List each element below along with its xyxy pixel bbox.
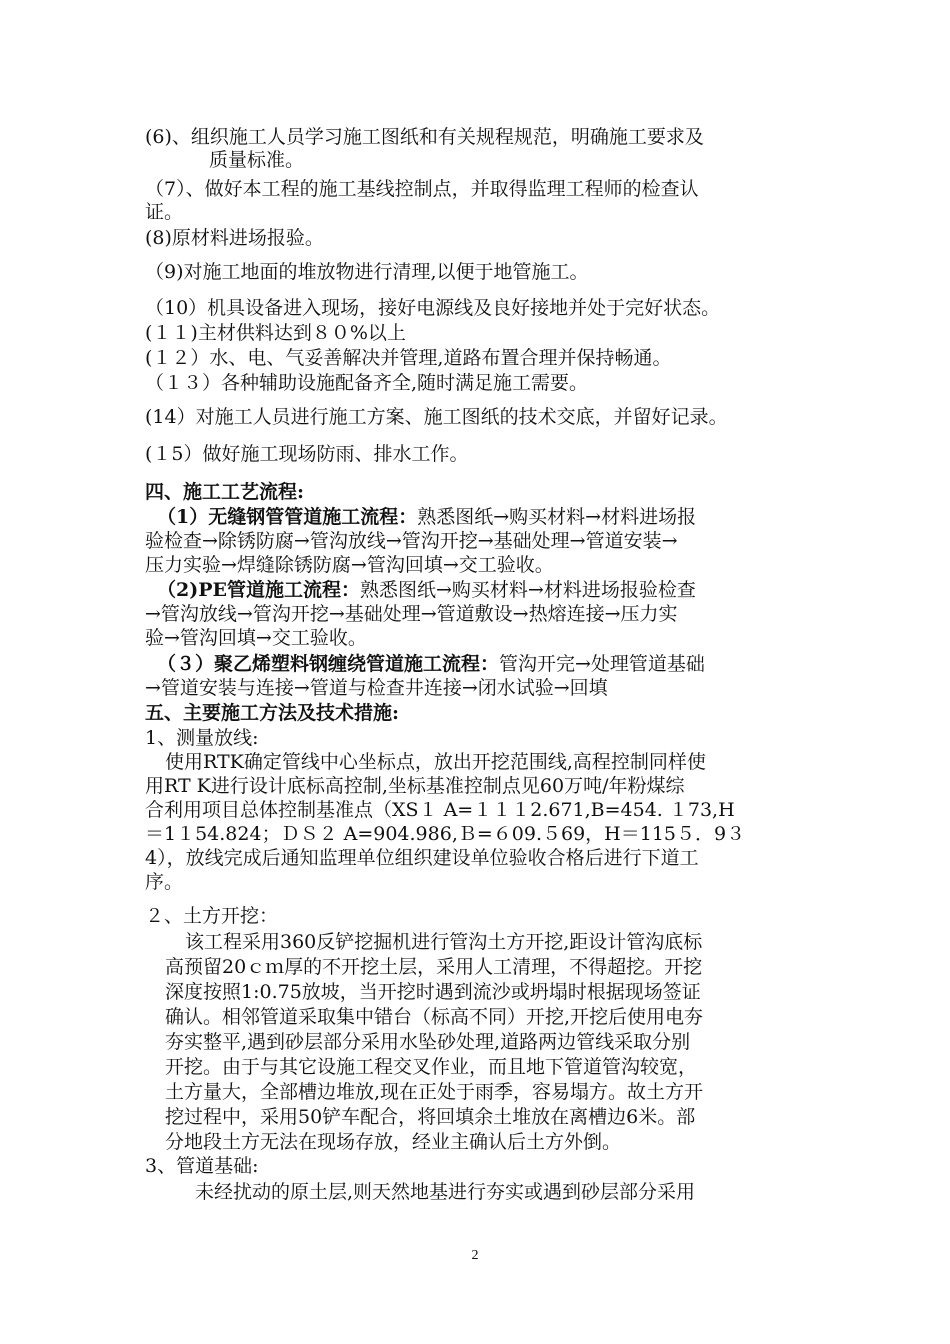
earthwork-line-8: 挖过程中，采用50铲车配合，将回填余土堆放在离槽边6米。部 [165, 1106, 696, 1128]
item-7-line-2: 证。 [145, 201, 184, 223]
flow-2-text-1: 熟悉图纸→购买材料→材料进场报验检查 [359, 579, 696, 601]
flow-2-line-1 [157, 578, 696, 602]
earthwork-line-2: 高预留20ｃｍ厚的不开挖土层，采用人工清理，不得超挖。开挖 [165, 956, 703, 978]
item-6-line-2: 质量标准。 [209, 149, 305, 171]
foundation-line-1: 未经扰动的原土层,则天然地基进行夯实或遇到砂层部分采用 [195, 1181, 696, 1203]
earthwork-line-1: 该工程采用360反铲挖掘机进行管沟土方开挖,距设计管沟底标 [185, 931, 703, 953]
item-10: （10）机具设备进入现场，接好电源线及良好接地并处于完好状态。 [145, 297, 721, 319]
page-number: 2 [471, 1248, 479, 1263]
item-13: （１３）各种辅助设施配备齐全,随时满足施工需要。 [145, 372, 589, 394]
earthwork-line-3: 深度按照1:0.75放坡，当开挖时遇到流沙或坍塌时根据现场签证 [165, 981, 701, 1003]
section-5-heading: 五、主要施工方法及技术措施: [145, 702, 400, 724]
flow-3-line-1 [157, 652, 705, 676]
survey-line-5: 4），放线完成后通知监理单位组织建设单位验收合格后进行下道工 [145, 847, 699, 869]
flow-2-line-3: 验→管沟回填→交工验收。 [145, 627, 367, 649]
survey-line-6: 序。 [145, 871, 184, 893]
earthwork-line-6: 开挖。由于与其它设施工程交叉作业，而且地下管道管沟较宽， [165, 1056, 698, 1078]
flow-1-line-2: 验检查→除锈防腐→管沟放线→管沟开挖→基础处理→管道安装→ [145, 530, 678, 552]
earthwork-line-4: 确认。相邻管道采取集中错台（标高不同）开挖,开挖后使用电夯 [165, 1006, 704, 1028]
flow-3-text-1: 管沟开完→处理管道基础 [499, 653, 705, 675]
item-14: (14）对施工人员进行施工方案、施工图纸的技术交底，并留好记录。 [145, 406, 728, 428]
item-11: (１１)主材供料达到８０%以上 [145, 322, 406, 344]
flow-1-line-3: 压力实验→焊缝除锈防腐→管沟回填→交工验收。 [145, 554, 554, 576]
flow-1-line-1 [157, 505, 696, 529]
flow-1-label: （1）无缝钢管管道施工流程： [157, 506, 418, 528]
flow-1-text-1: 熟悉图纸→购买材料→材料进场报 [417, 506, 697, 528]
item-8: (8)原材料进场报验。 [145, 227, 324, 249]
item-15: (１5）做好施工现场防雨、排水工作。 [145, 443, 469, 465]
earthwork-line-7: 土方量大，全部槽边堆放,现在正处于雨季，容易塌方。故土方开 [165, 1081, 704, 1103]
earthwork-heading: ２、土方开挖： [145, 905, 279, 927]
earthwork-line-9: 分地段土方无法在现场存放，经业主确认后土方外倒。 [165, 1131, 622, 1153]
item-9: （9)对施工地面的堆放物进行清理,以便于地管施工。 [145, 261, 589, 283]
survey-heading: 1、测量放线: [145, 727, 259, 749]
item-7-line-1: （7）、做好本工程的施工基线控制点，并取得监理工程师的检查认 [145, 178, 699, 200]
survey-line-4: ＝1１54.824；ＤＳ２ A=904.986,Ｂ=６09.５69，H＝115５．9３ [145, 823, 746, 845]
survey-line-2: 用RT K进行设计底标高控制,坐标基准控制点见60万吨/年粉煤综 [145, 775, 685, 797]
section-4-heading: 四、施工工艺流程: [145, 481, 305, 503]
flow-2-label: （2)PE管道施工流程： [157, 579, 360, 601]
flow-2-line-2: →管沟放线→管沟开挖→基础处理→管道敷设→热熔连接→压力实 [145, 603, 678, 625]
survey-line-3: 合利用项目总体控制基准点（XS１ A=１１１2.671,B=454. １73,H [145, 799, 735, 821]
flow-3-label: （３）聚乙烯塑料钢缠绕管道施工流程： [157, 653, 500, 675]
flow-3-line-2: →管道安装与连接→管道与检查井连接→闭水试验→回填 [145, 677, 608, 699]
survey-line-1: 使用RTK确定管线中心坐标点，放出开挖范围线,高程控制同样使 [165, 751, 706, 773]
item-6-line-1: (6)、组织施工人员学习施工图纸和有关规程规范，明确施工要求及 [145, 126, 704, 148]
earthwork-line-5: 夯实整平,遇到砂层部分采用水坠砂处理,道路两边管线采取分别 [165, 1031, 691, 1053]
foundation-heading: 3、管道基础: [145, 1155, 259, 1177]
item-12: (１２）水、电、气妥善解决并管理,道路布置合理并保持畅通。 [145, 347, 672, 369]
